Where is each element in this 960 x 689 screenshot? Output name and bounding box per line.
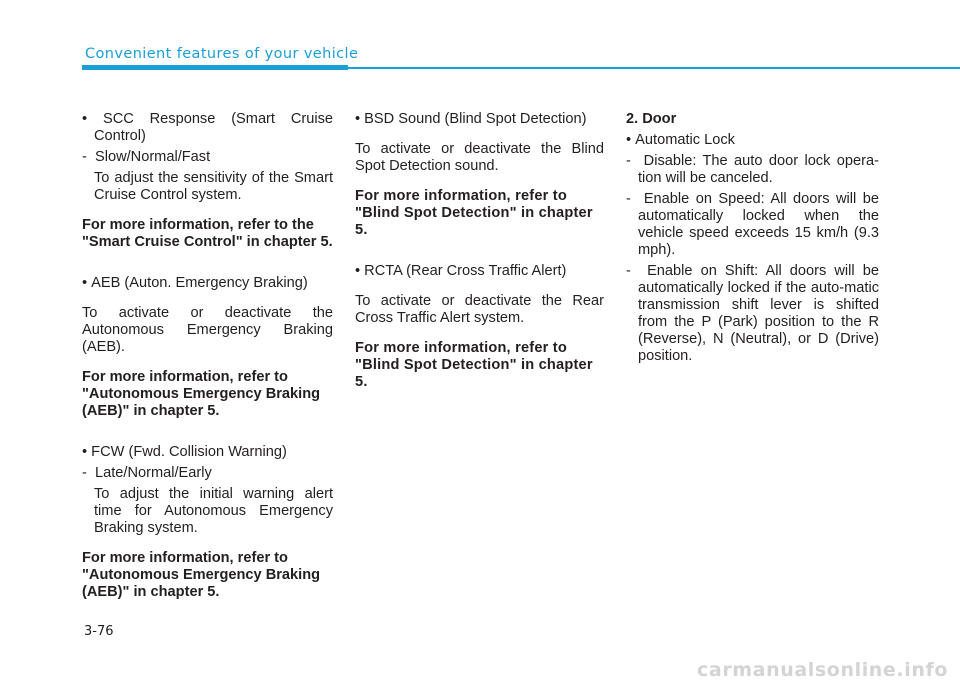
bullet-text: FCW (Fwd. Collision Warning) <box>91 444 287 460</box>
option-text: Enable on Shift: All doors will be automatically locked if the auto-matic transmission shift lever is shifted from the P (Park) position to the R (Reverse), N (Neutral), or D (Drive) position. <box>638 263 879 364</box>
bullet-item-scc: • SCC Response (Smart Cruise Control) <box>82 111 333 144</box>
description-rcta: To activate or deactivate the Rear Cross Traffic Alert system. <box>355 293 604 326</box>
door-section-heading: 2. Door <box>626 111 677 127</box>
header-rule <box>348 67 960 69</box>
section-title: Convenient features of your vehicle <box>85 46 359 62</box>
watermark-text: carmanualsonline.info <box>697 659 948 681</box>
reference-note-aeb: For more information, refer to "Autonomous Emergency Braking (AEB)" in chapter 5. <box>82 369 321 419</box>
column-3 <box>626 111 879 369</box>
bullet-text: SCC Response (Smart Cruise Control) <box>94 111 333 144</box>
description-aeb: To activate or deactivate the Autonomous Emergency Braking (AEB). <box>82 305 333 355</box>
option-text: Enable on Speed: All doors will be automatically locked when the vehicle speed exceeds 15 km/h (9.3 mph). <box>638 191 879 258</box>
description-bsd: To activate or deactivate the Blind Spot Detection sound. <box>355 141 604 174</box>
option-text: Slow/Normal/Fast <box>94 149 211 165</box>
reference-note-fcw: For more information, refer to "Autonomous Emergency Braking (AEB)" in chapter 5. <box>82 550 321 600</box>
option-enable-on-speed: - Enable on Speed: All doors will be automatically locked when the vehicle speed exceeds 15 km/h (9.3 mph). <box>626 191 879 258</box>
reference-note-bsd: For more information, refer to "Blind Spot Detection" in chapter 5. <box>355 188 593 238</box>
column-1 <box>82 111 333 625</box>
bullet-text: BSD Sound (Blind Spot Detection) <box>364 111 587 127</box>
reference-note-scc: For more information, refer to the "Smart Cruise Control" in chapter 5. <box>82 217 333 250</box>
bullet-item-aeb: • AEB (Auton. Emergency Braking) <box>82 275 308 291</box>
bullet-text: Automatic Lock <box>635 132 735 148</box>
header-rule-accent <box>82 65 348 70</box>
bullet-item-bsd: • BSD Sound (Blind Spot Detection) <box>355 111 587 127</box>
description-fcw: To adjust the initial warning alert time for Autonomous Emergency Braking system. <box>94 486 333 536</box>
bullet-item-automatic-lock: • Automatic Lock <box>626 132 735 148</box>
reference-note-rcta: For more information, refer to "Blind Spot Detection" in chapter 5. <box>355 340 593 390</box>
option-list-fcw: - Late/Normal/Early <box>82 465 212 481</box>
option-disable: - Disable: The auto door lock opera-tion will be canceled. <box>626 153 879 186</box>
description-scc: To adjust the sensitivity of the Smart Cruise Control system. <box>94 170 333 203</box>
page-number: 3-76 <box>84 624 114 639</box>
bullet-item-fcw: • FCW (Fwd. Collision Warning) <box>82 444 287 460</box>
bullet-text: AEB (Auton. Emergency Braking) <box>91 275 308 291</box>
bullet-item-rcta: • RCTA (Rear Cross Traffic Alert) <box>355 263 567 279</box>
option-enable-on-shift: - Enable on Shift: All doors will be automatically locked if the auto-matic transmission shift lever is shifted from the P (Park) position to the R (Reverse), N (Neutral), or D (Drive) position. <box>626 263 879 364</box>
option-list-scc: - Slow/Normal/Fast <box>82 149 211 165</box>
bullet-text: RCTA (Rear Cross Traffic Alert) <box>364 263 567 279</box>
option-text: Disable: The auto door lock opera-tion will be canceled. <box>638 153 879 186</box>
option-text: Late/Normal/Early <box>94 465 212 481</box>
column-2 <box>355 111 604 415</box>
